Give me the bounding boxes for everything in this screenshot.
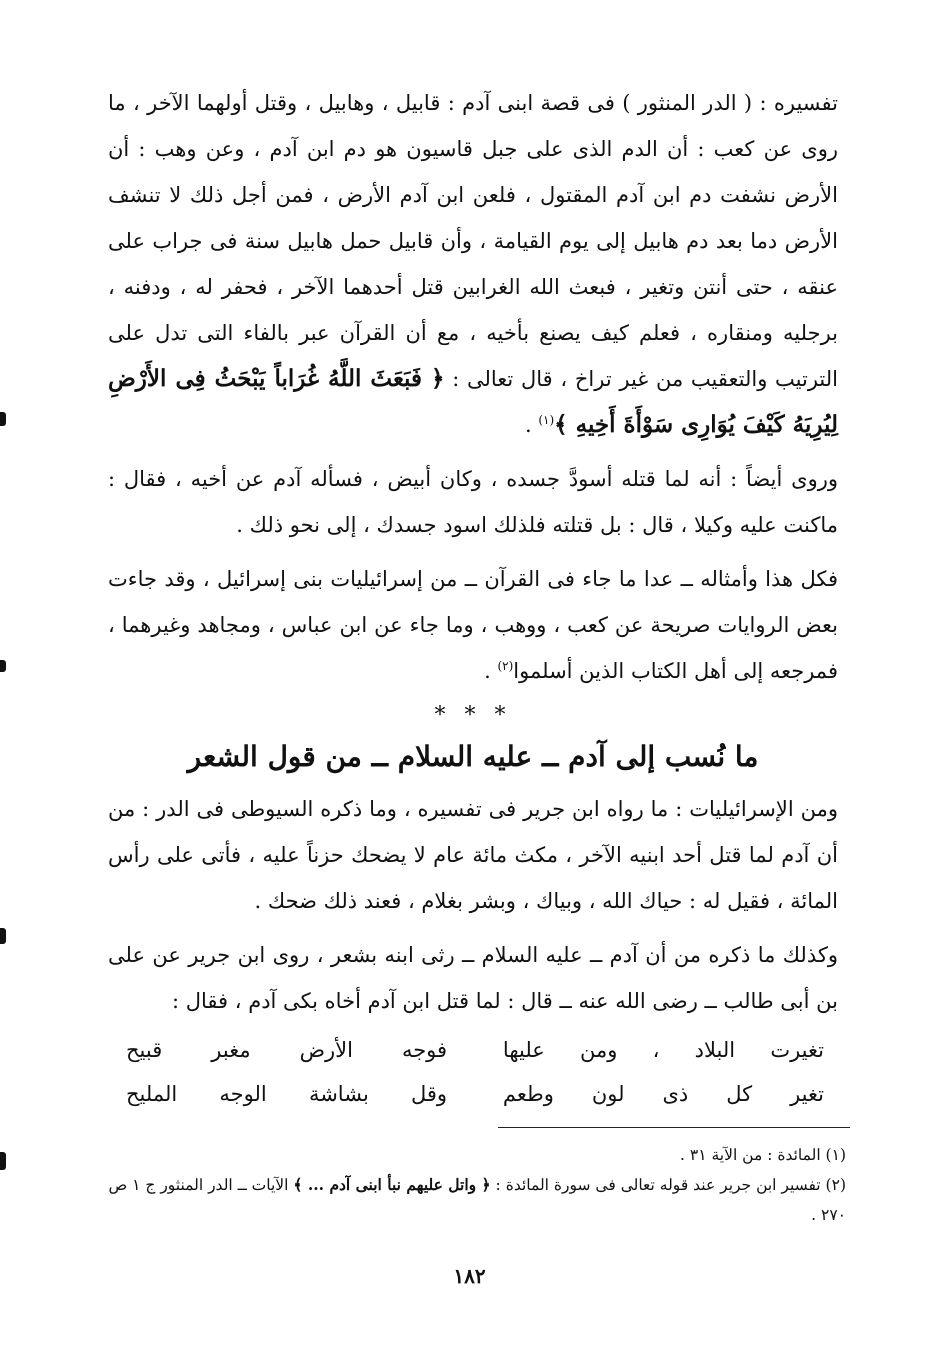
paragraph-1-text: تفسيره : ( الدر المنثور ) فى قصة ابنى آدم : قابيل ، وهابيل ، وقتل أولهما الآخر ، ما روى عن كعب : أن الدم الذى على جبل قاسيون هو دم ابن آدم ، وعن وهب : أن الأرض نشفت دم ابن آدم المقتول ، فلعن ابن آدم الأرض ، فمن أجل ذلك لا تنشف الأرض دما بعد دم هابيل إلى يوم القيامة ، وأن قابيل حمل هابيل سنة فى جراب على عنقه ، حتى أنتن وتغير ، فبعث الله الغرابين قتل أحدهما الآخر ، فحفر له ، ودفنه ، برجليه ومنقاره ، فعلم كيف يصنع بأخيه ، مع أن القرآن عبر بالفاء التى تدل على الترتيب والتعقيب من غير تراخ ، قال تعالى : — [108, 91, 838, 391]
poem-hemistich-first: تغير كل ذى لون وطعم — [502, 1082, 824, 1106]
paragraph-2: وروى أيضاً : أنه لما قتله أسودَّ جسده ، وكان أبيض ، فسأله آدم عن أخيه ، فقال : ماكنت عليه وكيلا ، قال : بل قتلته فلذلك اسود جسدك ، إلى نحو ذلك . — [108, 467, 838, 537]
paragraph-1 — [108, 80, 838, 448]
edge-mark — [0, 660, 6, 672]
poem-verse — [108, 1072, 838, 1116]
edge-mark — [0, 928, 6, 944]
page-number: ١٨٢ — [453, 1264, 486, 1288]
poem-hemistich-second: فوجه الأرض مغبر قبيح — [126, 1038, 448, 1062]
section-heading: ما نُسب إلى آدم ــ عليه السلام ــ من قول الشعر — [187, 740, 759, 773]
footnote-2-verse: ﴿ واتل عليهم نبأ ابنى آدم ... ﴾ — [293, 1175, 491, 1194]
footnotes — [108, 1140, 846, 1230]
footnote-2-text: (٢) تفسير ابن جرير عند قوله تعالى فى سورة المائدة : — [495, 1176, 846, 1194]
paragraph-4: ومن الإسرائيليات : ما رواه ابن جرير فى تفسيره ، وما ذكره السيوطى فى الدر : من أن آدم لما قتل أحد ابنيه الآخر ، مكث مائة عام لا يضحك حزناً عليه ، فأتى على رأس المائة ، فقيل له : حياك الله ، وبياك ، وبشر بغلام ، فعند ذلك ضحك . — [108, 797, 838, 913]
footnote-1: (١) المائدة : من الآية ٣١ . — [680, 1146, 846, 1164]
quran-verse: ﴿ فَبَعَثَ اللَّهُ غُرَاباً يَبْحَثُ فِى الأَرْضِ لِيُرِيَهُ كَيْفَ يُوَارِى سَوْأَةَ أَخِيهِ ﴾ — [108, 365, 838, 438]
footnote-2-source: الآيات ــ الدر المنثور ج ١ ص ٢٧٠ . — [108, 1176, 846, 1224]
footnote-ref-1[interactable]: (١) — [538, 413, 555, 427]
section-separator: * * * — [434, 703, 512, 728]
paragraph-3 — [108, 556, 838, 694]
page-body — [108, 80, 838, 1116]
poem — [108, 1028, 838, 1116]
edge-mark — [0, 412, 6, 426]
poem-verse — [108, 1028, 838, 1072]
footnote-divider — [498, 1127, 850, 1128]
poem-hemistich-second: وقل بشاشة الوجه المليح — [126, 1082, 448, 1106]
paragraph-3-text: فكل هذا وأمثاله ــ عدا ما جاء فى القرآن ــ من إسرائيليات بنى إسرائيل ، وقد جاءت بعض الروايات صريحة عن كعب ، ووهب ، وما جاء عن ابن عباس ، ومجاهد وغيرهما ، فمرجعه إلى أهل الكتاب الذين أسلموا — [108, 567, 838, 683]
edge-mark — [0, 1152, 6, 1170]
paragraph-3-end: . — [484, 659, 498, 683]
footnote-ref-2[interactable]: (٢) — [497, 659, 514, 673]
footnote-2 — [108, 1170, 846, 1230]
paragraph-5: وكذلك ما ذكره من أن آدم ــ عليه السلام ــ رثى ابنه بشعر ، روى ابن جرير عن على بن أبى طالب ــ رضى الله عنه ــ قال : لما قتل ابن آدم أخاه بكى آدم ، فقال : — [108, 943, 838, 1013]
poem-hemistich-first: تغيرت البلاد ، ومن عليها — [502, 1038, 824, 1062]
paragraph-1-end: . — [524, 413, 539, 437]
